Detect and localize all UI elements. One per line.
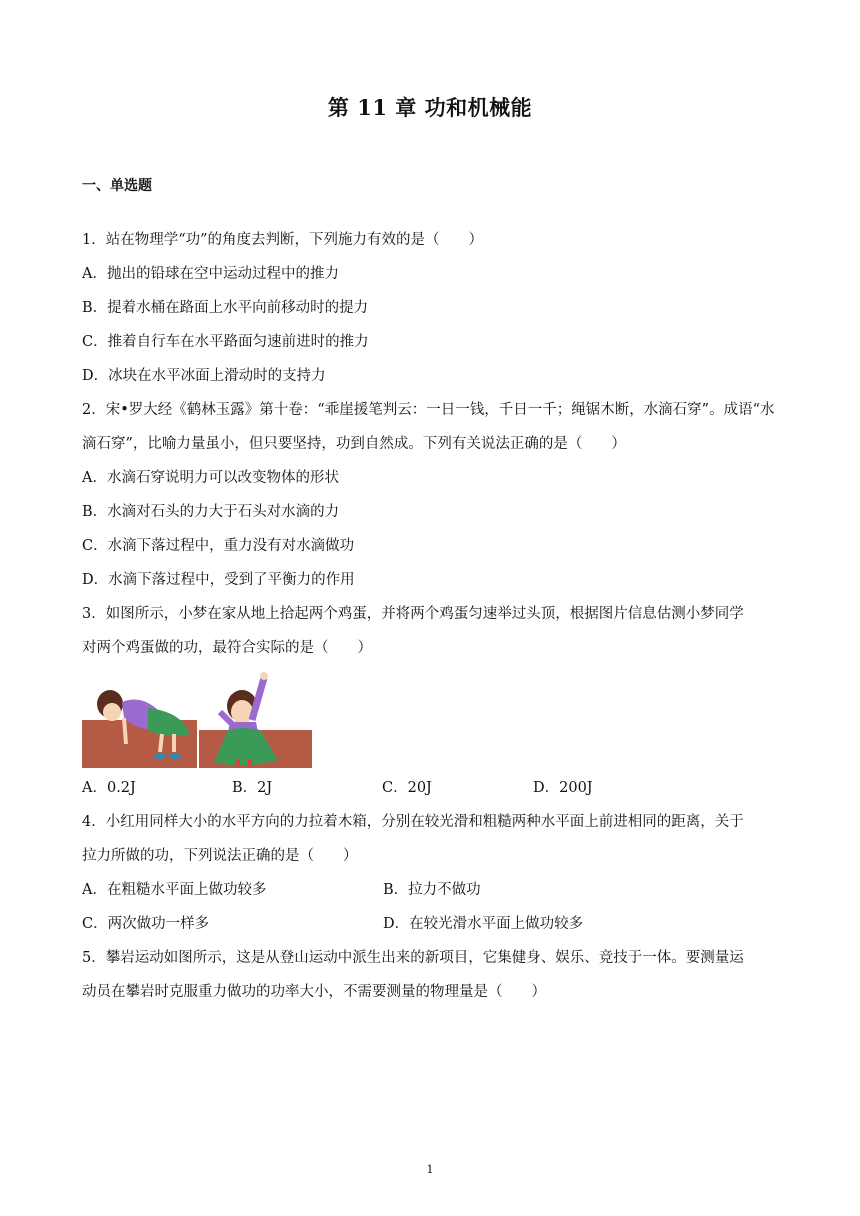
q3-option-c: C．20J (382, 780, 432, 796)
q3-option-a: A．0.2J (82, 780, 136, 796)
q3-stem-line2: 对两个鸡蛋做的功，最符合实际的是（ ） (82, 640, 372, 656)
q3-stem-line1: 3．如图所示，小梦在家从地上拾起两个鸡蛋，并将两个鸡蛋匀速举过头顶，根据图片信息估测小梦同学 (82, 606, 744, 622)
q3-option-b: B．2J (232, 780, 273, 796)
q2-option-d: D．水滴下落过程中，受到了平衡力的作用 (82, 572, 355, 588)
q2-option-b: B．水滴对石头的力大于石头对水滴的力 (82, 504, 340, 520)
q1-option-a: A．抛出的铅球在空中运动过程中的推力 (82, 266, 339, 282)
q2-stem-line1: 2．宋•罗大经《鹤林玉露》第十卷：“乖崖援笔判云：一日一钱，千日一千；绳锯木断，水滴石穿”。成语“水 (82, 402, 775, 418)
q3-option-d: D．200J (533, 780, 593, 796)
q4-option-a: A．在粗糙水平面上做功较多 (82, 882, 267, 898)
q5-stem-line1: 5．攀岩运动如图所示，这是从登山运动中派生出来的新项目，它集健身、娱乐、竞技于一体。要测量运 (82, 950, 744, 966)
q5-stem-line2: 动员在攀岩时克服重力做功的功率大小，不需要测量的物理量是（ ） (82, 984, 546, 1000)
q1-stem: 1．站在物理学“功”的角度去判断，下列施力有效的是（ ） (82, 232, 484, 248)
q4-option-b: B．拉力不做功 (383, 882, 481, 898)
q1-option-b: B．提着水桶在路面上水平向前移动时的提力 (82, 300, 369, 316)
section-heading: 一、单选题 (82, 178, 152, 194)
page-number: 1 (426, 1163, 434, 1176)
q4-stem-line2: 拉力所做的功，下列说法正确的是（ ） (82, 848, 358, 864)
q2-option-c: C．水滴下落过程中，重力没有对水滴做功 (82, 538, 355, 554)
q1-option-c: C．推着自行车在水平路面匀速前进时的推力 (82, 334, 369, 350)
q4-stem-line1: 4．小红用同样大小的水平方向的力拉着木箱，分别在较光滑和粗糙两种水平面上前进相同的距离，关于 (82, 814, 744, 830)
q4-option-c: C．两次做功一样多 (82, 916, 210, 932)
q2-stem-line2: 滴石穿”，比喻力量虽小，但只要坚持，功到自然成。下列有关说法正确的是（ ） (82, 436, 626, 452)
q2-option-a: A．水滴石穿说明力可以改变物体的形状 (82, 470, 339, 486)
q4-option-d: D．在较光滑水平面上做功较多 (383, 916, 584, 932)
q1-option-d: D．冰块在水平冰面上滑动时的支持力 (82, 368, 326, 384)
page-title: 第 11 章 功和机械能 (327, 95, 533, 120)
